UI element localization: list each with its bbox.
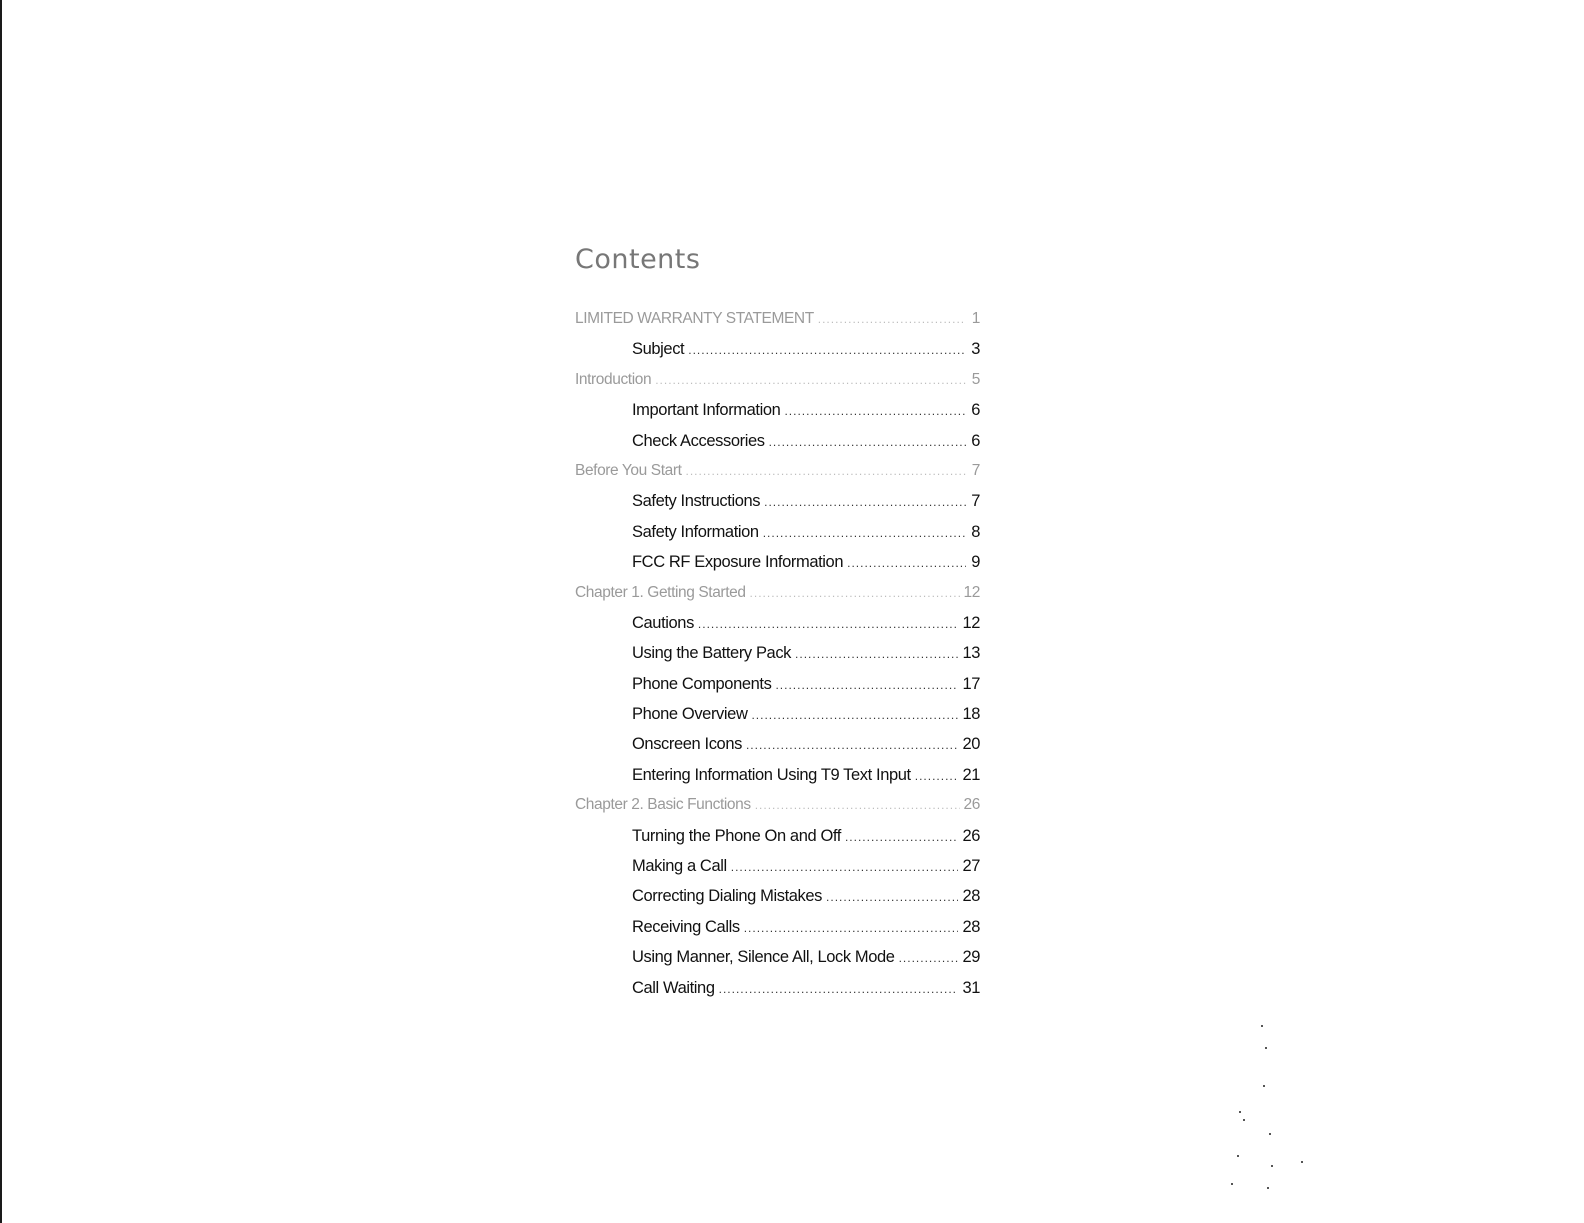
page-title: Contents xyxy=(575,244,701,275)
toc-entry-label: Before You Start xyxy=(575,461,682,479)
toc-section-entry xyxy=(575,857,980,887)
toc-entry-page-number: 8 xyxy=(971,522,980,541)
toc-entry-page-number: 29 xyxy=(962,948,980,967)
toc-entry-page-number: 27 xyxy=(962,857,980,876)
toc-dot-leader xyxy=(686,464,967,478)
toc-section-entry xyxy=(575,735,980,765)
toc-dot-leader xyxy=(750,586,960,600)
toc-dot-leader xyxy=(826,890,958,904)
toc-section-entry xyxy=(575,918,980,948)
page-left-edge xyxy=(0,0,2,1223)
toc-entry-label: FCC RF Exposure Information xyxy=(632,553,844,572)
toc-section-entry xyxy=(575,644,980,674)
toc-entry-page-number: 17 xyxy=(962,674,980,693)
toc-section-entry xyxy=(575,492,980,522)
toc-section-entry xyxy=(575,766,980,796)
toc-entry-label: Using the Battery Pack xyxy=(632,644,792,663)
toc-section-entry xyxy=(575,553,980,583)
toc-section-entry xyxy=(575,827,980,857)
toc-section-entry xyxy=(575,675,980,705)
toc-dot-leader xyxy=(845,830,958,844)
toc-dot-leader xyxy=(769,435,966,449)
toc-dot-leader xyxy=(899,951,959,965)
scan-noise xyxy=(1225,1015,1315,1205)
toc-entry-label: Chapter 1. Getting Started xyxy=(575,583,746,601)
toc-section-entry xyxy=(575,705,980,735)
toc-entry-page-number: 26 xyxy=(962,826,980,845)
toc-entry-page-number: 26 xyxy=(963,796,980,814)
toc-entry-label: Important Information xyxy=(632,401,781,420)
toc-dot-leader xyxy=(719,982,959,996)
toc-entry-label: Safety Instructions xyxy=(632,492,761,511)
toc-dot-leader xyxy=(698,617,959,631)
toc-chapter-entry xyxy=(575,796,980,826)
toc-chapter-entry xyxy=(575,310,980,340)
toc-entry-page-number: 21 xyxy=(962,765,980,784)
toc-entry-label: Using Manner, Silence All, Lock Mode xyxy=(632,948,895,967)
toc-entry-label: LIMITED WARRANTY STATEMENT xyxy=(575,310,814,327)
toc-dot-leader xyxy=(744,921,959,935)
toc-entry-label: Turning the Phone On and Off xyxy=(632,826,841,845)
toc-section-entry xyxy=(575,401,980,431)
toc-section-entry xyxy=(575,523,980,553)
toc-section-entry xyxy=(575,614,980,644)
toc-entry-page-number: 7 xyxy=(971,492,980,511)
toc-dot-leader xyxy=(755,798,960,812)
toc-entry-page-number: 13 xyxy=(962,644,980,663)
toc-entry-label: Phone Components xyxy=(632,674,772,693)
toc-entry-label: Correcting Dialing Mistakes xyxy=(632,887,823,906)
toc-entry-page-number: 6 xyxy=(971,401,980,420)
toc-section-entry xyxy=(575,340,980,370)
toc-dot-leader xyxy=(818,312,966,326)
toc-chapter-entry xyxy=(575,371,980,401)
toc-chapter-entry xyxy=(575,584,980,614)
toc-section-entry xyxy=(575,979,980,1009)
toc-entry-label: Introduction xyxy=(575,370,652,388)
toc-dot-leader xyxy=(795,647,958,661)
toc-dot-leader xyxy=(731,860,959,874)
toc-dot-leader xyxy=(775,678,958,692)
toc-entry-page-number: 20 xyxy=(962,735,980,754)
toc-dot-leader xyxy=(763,526,966,540)
toc-dot-leader xyxy=(764,495,966,509)
toc-entry-page-number: 9 xyxy=(971,553,980,572)
toc-entry-label: Safety Information xyxy=(632,522,759,541)
toc-entry-page-number: 12 xyxy=(963,583,980,601)
toc-entry-label: Receiving Calls xyxy=(632,917,740,936)
toc-dot-leader xyxy=(746,738,958,752)
toc-entry-label: Cautions xyxy=(632,613,694,632)
toc-entry-label: Entering Information Using T9 Text Input xyxy=(632,765,911,784)
toc-section-entry xyxy=(575,948,980,978)
toc-entry-label: Check Accessories xyxy=(632,431,765,450)
toc-entry-label: Call Waiting xyxy=(632,978,715,997)
toc-dot-leader xyxy=(915,769,959,783)
toc-chapter-entry xyxy=(575,462,980,492)
toc-entry-page-number: 28 xyxy=(962,887,980,906)
toc-entry-page-number: 6 xyxy=(971,431,980,450)
toc-entry-page-number: 28 xyxy=(962,917,980,936)
toc-entry-page-number: 3 xyxy=(971,340,980,359)
toc-entry-page-number: 18 xyxy=(962,705,980,724)
toc-entry-page-number: 5 xyxy=(971,370,980,388)
toc-section-entry xyxy=(575,887,980,917)
toc-entry-label: Chapter 2. Basic Functions xyxy=(575,796,751,814)
toc-entry-page-number: 1 xyxy=(971,310,980,327)
toc-dot-leader xyxy=(784,404,966,418)
toc-dot-leader xyxy=(655,373,966,387)
toc-dot-leader xyxy=(847,556,966,570)
toc-entry-label: Making a Call xyxy=(632,857,727,876)
toc-entry-page-number: 12 xyxy=(962,613,980,632)
table-of-contents xyxy=(575,310,980,1009)
toc-section-entry xyxy=(575,432,980,462)
toc-entry-label: Onscreen Icons xyxy=(632,735,742,754)
toc-entry-label: Phone Overview xyxy=(632,705,748,724)
toc-entry-page-number: 7 xyxy=(971,461,980,479)
toc-entry-page-number: 31 xyxy=(962,978,980,997)
toc-dot-leader xyxy=(751,708,958,722)
toc-entry-label: Subject xyxy=(632,340,685,359)
toc-dot-leader xyxy=(688,343,966,357)
